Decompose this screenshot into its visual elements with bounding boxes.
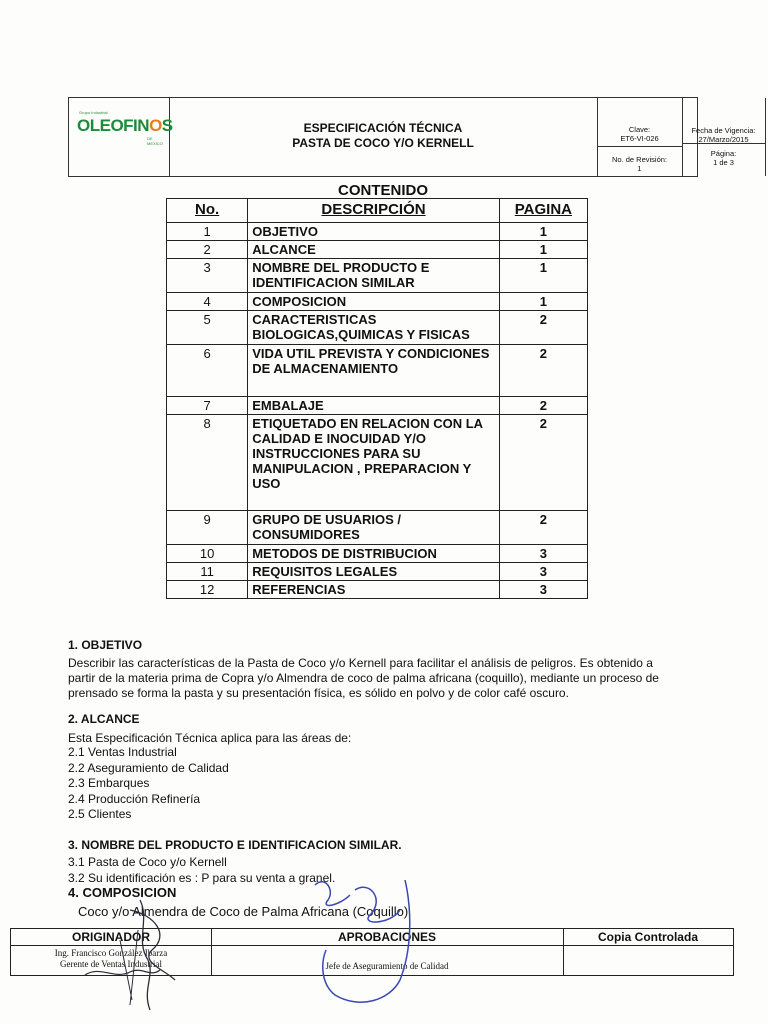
col-desc-header: DESCRIPCIÓN [248, 199, 500, 223]
table-row: 11 REQUISITOS LEGALES 3 [167, 563, 588, 581]
logo-tagline-top: Grupo Industrial [79, 110, 108, 115]
section-composicion-text: Coco y/o Almendra de Coco de Palma Africana (Coquillo) [78, 904, 409, 919]
table-row: 12 REFERENCIAS 3 [167, 581, 588, 599]
title-cell [169, 98, 598, 176]
company-logo: OLEOFINOS [77, 116, 173, 135]
vigencia-value: 27/Marzo/2015 [698, 135, 749, 144]
doc-title-line2: PASTA DE COCO Y/O KERNELL [292, 136, 474, 150]
section-alcance-intro: Esta Especificación Técnica aplica para las áreas de: [68, 731, 352, 745]
revision-label: No. de Revisión: [611, 155, 668, 164]
section-objetivo-heading: 1. OBJETIVO [68, 638, 143, 652]
list-item: 3.2 Su identificación es : P para su venta a granel. [68, 871, 336, 885]
section-nombre-heading: 3. NOMBRE DEL PRODUCTO E IDENTIFICACION SIMILAR. [68, 838, 402, 852]
list-item: 2.5 Clientes [68, 807, 132, 821]
copia-cell [563, 929, 733, 975]
pagina-label: Página: [710, 149, 737, 158]
vigencia-label: Fecha de Vigencia: [691, 126, 756, 135]
clave-label: Clave: [628, 125, 651, 134]
logo-tagline-bottom: DE MEXICO [147, 136, 163, 146]
table-row: 8 ETIQUETADO EN RELACION CON LA CALIDAD E INOCUIDAD Y/O INSTRUCCIONES PARA SU MANIPULACION , PREPARACION Y USO 2 [167, 415, 588, 511]
table-row: 3 NOMBRE DEL PRODUCTO E IDENTIFICACION SIMILAR 1 [167, 259, 588, 293]
list-item: 2.3 Embarques [68, 776, 150, 790]
aprobaciones-cell [211, 929, 564, 975]
table-row: 1 OBJETIVO 1 [167, 223, 588, 241]
originador-name: Ing. Francisco González Ibarza [54, 948, 168, 958]
table-row: 4 COMPOSICION 1 [167, 293, 588, 311]
originador-header: ORIGINADOR [11, 929, 211, 946]
code-cell [597, 98, 683, 176]
aprobaciones-role: Jefe de Aseguramiento de Calidad [325, 961, 449, 971]
originador-role: Gerente de Ventas Industrial [59, 959, 163, 969]
list-item: 2.2 Aseguramiento de Calidad [68, 761, 229, 775]
approvals-table [10, 928, 734, 976]
document-header [68, 97, 756, 177]
table-row: 2 ALCANCE 1 [167, 241, 588, 259]
copia-header: Copia Controlada [563, 929, 733, 946]
list-item: 2.1 Ventas Industrial [68, 745, 177, 759]
table-row: 6 VIDA UTIL PREVISTA Y CONDICIONES DE ALMACENAMIENTO 2 [167, 345, 588, 397]
originador-cell [11, 929, 212, 975]
clave-value: ET6-VI-026 [620, 134, 659, 143]
aprobaciones-header: APROBACIONES [211, 929, 563, 946]
col-no-header: No. [167, 199, 248, 223]
vigencia-cell [682, 98, 766, 176]
section-alcance-heading: 2. ALCANCE [68, 712, 140, 726]
section-composicion-heading: 4. COMPOSICION [68, 885, 177, 900]
revision-value: 1 [637, 164, 642, 173]
contents-table [166, 198, 588, 599]
col-page-header: PAGINA [499, 199, 587, 223]
contents-title: CONTENIDO [338, 182, 428, 199]
list-item: 3.1 Pasta de Coco y/o Kernell [68, 855, 227, 869]
table-row: 7 EMBALAJE 2 [167, 397, 588, 415]
pagina-value: 1 de 3 [713, 158, 734, 167]
table-row: 5 CARACTERISTICAS BIOLOGICAS,QUIMICAS Y FISICAS 2 [167, 311, 588, 345]
table-row: 9 GRUPO DE USUARIOS / CONSUMIDORES 2 [167, 511, 588, 545]
list-item: 2.4 Producción Refinería [68, 792, 201, 806]
section-objetivo-text: Describir las características de la Pasta de Coco y/o Kernell para facilitar el análisis de peligros. Es obtenido a partir de la materia prima de Copra y/o Almendra de coco de palma africana (coquillo), mediante un proceso de prensado se forma la pasta y su presentación física, es sólido en polvo y de color café oscuro. [68, 656, 659, 700]
logo-cell [69, 98, 173, 176]
table-row: 10 METODOS DE DISTRIBUCION 3 [167, 545, 588, 563]
doc-title-line1: ESPECIFICACIÓN TÉCNICA [303, 121, 463, 135]
